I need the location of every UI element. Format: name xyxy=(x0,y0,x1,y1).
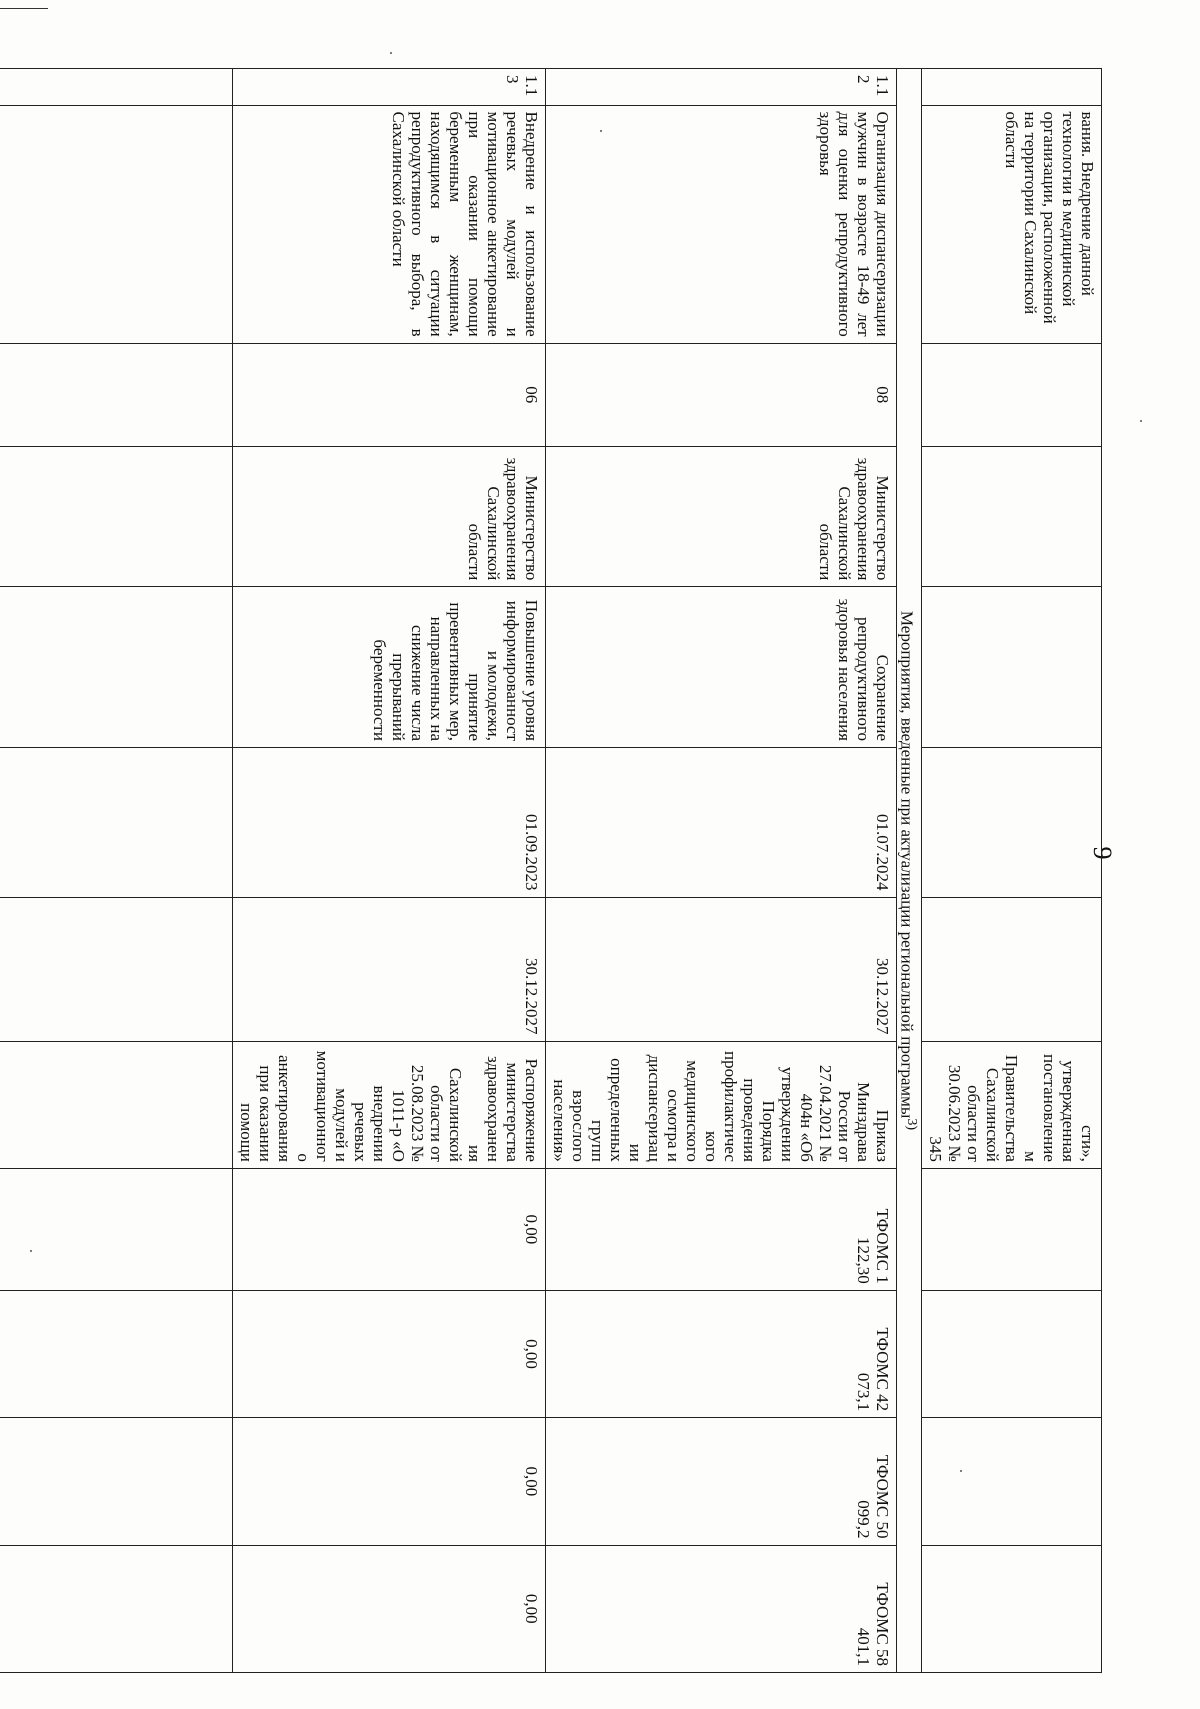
cell-name: вания. Внедрение данной технологии в медицинской организации, расположенной на территории Сахалинской области xyxy=(922,105,1102,343)
cell-indicator: 08 xyxy=(546,343,897,446)
cell-end: 30.12.2027 xyxy=(546,897,897,1041)
cell-finance-1 xyxy=(922,1168,1102,1290)
cell-num: 1.13 xyxy=(233,69,546,106)
section-heading: Мероприятия, введенные при актуализации региональной программы$^{3)}$ xyxy=(897,69,922,1673)
cell-end xyxy=(922,897,1102,1041)
cell-start: 01.09.2023 xyxy=(233,748,546,898)
scan-speck xyxy=(390,52,392,54)
table-row-empty xyxy=(0,69,233,1673)
cell-finance-2 xyxy=(0,1290,233,1417)
section-footnote: 3) xyxy=(904,1118,920,1131)
cell-num: 1.12 xyxy=(546,69,897,106)
cell-finance-3: 0,00 xyxy=(233,1418,546,1545)
cell-result: Сохранение репродуктивного здоровья населения xyxy=(546,587,897,748)
cell-finance-1: 0,00 xyxy=(233,1168,546,1290)
cell-executor xyxy=(922,446,1102,587)
cell-name xyxy=(0,105,233,343)
scan-speck xyxy=(1140,420,1142,422)
rotated-table-frame xyxy=(80,68,1102,1673)
cell-document xyxy=(0,1041,233,1168)
cell-result xyxy=(0,587,233,748)
cell-result: Повышение уровня информированности молодежи, принятие превентивных мер, направленных на снижение числа прерываний беременности xyxy=(233,587,546,748)
cell-finance-4: 0,00 xyxy=(233,1545,546,1673)
cell-end xyxy=(0,897,233,1041)
cell-start xyxy=(922,748,1102,898)
cell-finance-2: ТФОМС 42 073,1 xyxy=(546,1290,897,1417)
cell-start: 01.07.2024 xyxy=(546,748,897,898)
table-row xyxy=(233,69,546,1673)
cell-executor: Министерство здравоохранения Сахалинской области xyxy=(546,446,897,587)
table-row xyxy=(546,69,897,1673)
cell-end: 30.12.2027 xyxy=(233,897,546,1041)
cell-document: Приказ Минздрава России от 27.04.2021 № 404н «Об утверждении Порядка проведения профилактического медицинского осмотра и диспансеризации определенных групп взрослого населения» xyxy=(546,1041,897,1168)
cell-finance-3 xyxy=(922,1418,1102,1545)
page-number: 9 xyxy=(1088,846,1117,860)
cell-executor xyxy=(0,446,233,587)
section-heading-row xyxy=(897,69,922,1673)
cell-start xyxy=(0,748,233,898)
cell-finance-4: ТФОМС 58 401,1 xyxy=(546,1545,897,1673)
cell-document: сти», утвержденная постановлением Правительства Сахалинской области от 30.06.2023 № 345 xyxy=(922,1041,1102,1168)
cell-result xyxy=(922,587,1102,748)
scan-mark xyxy=(0,8,48,9)
cell-name: Внедрение и использование речевых модулей и мотивационное анкетирование при оказании помощи беременным женщинам, находящимся в ситуации репродуктивного выбора, в Сахалинской области xyxy=(233,105,546,343)
cell-finance-1 xyxy=(0,1168,233,1290)
table-row-continuation xyxy=(922,69,1102,1673)
cell-name: Организация диспансеризации мужчин в возрасте 18-49 лет для оценки репродуктивного здоровья xyxy=(546,105,897,343)
cell-executor: Министерство здравоохранения Сахалинской области xyxy=(233,446,546,587)
cell-finance-3 xyxy=(0,1418,233,1545)
cell-num xyxy=(0,69,233,106)
cell-finance-2: 0,00 xyxy=(233,1290,546,1417)
cell-finance-4 xyxy=(0,1545,233,1673)
cell-finance-2 xyxy=(922,1290,1102,1417)
cell-finance-3: ТФОМС 50 099,2 xyxy=(546,1418,897,1545)
cell-num xyxy=(922,69,1102,106)
program-table xyxy=(0,68,1102,1673)
cell-indicator xyxy=(922,343,1102,446)
cell-document: Распоряжение министерства здравоохранения Сахалинской области от 25.08.2023 № 1011-р «О внедрении речевых модулей и мотивационного анкетирования при оказании помощи xyxy=(233,1041,546,1168)
cell-indicator: 06 xyxy=(233,343,546,446)
cell-indicator xyxy=(0,343,233,446)
cell-finance-1: ТФОМС 1 122,30 xyxy=(546,1168,897,1290)
cell-finance-4 xyxy=(922,1545,1102,1673)
